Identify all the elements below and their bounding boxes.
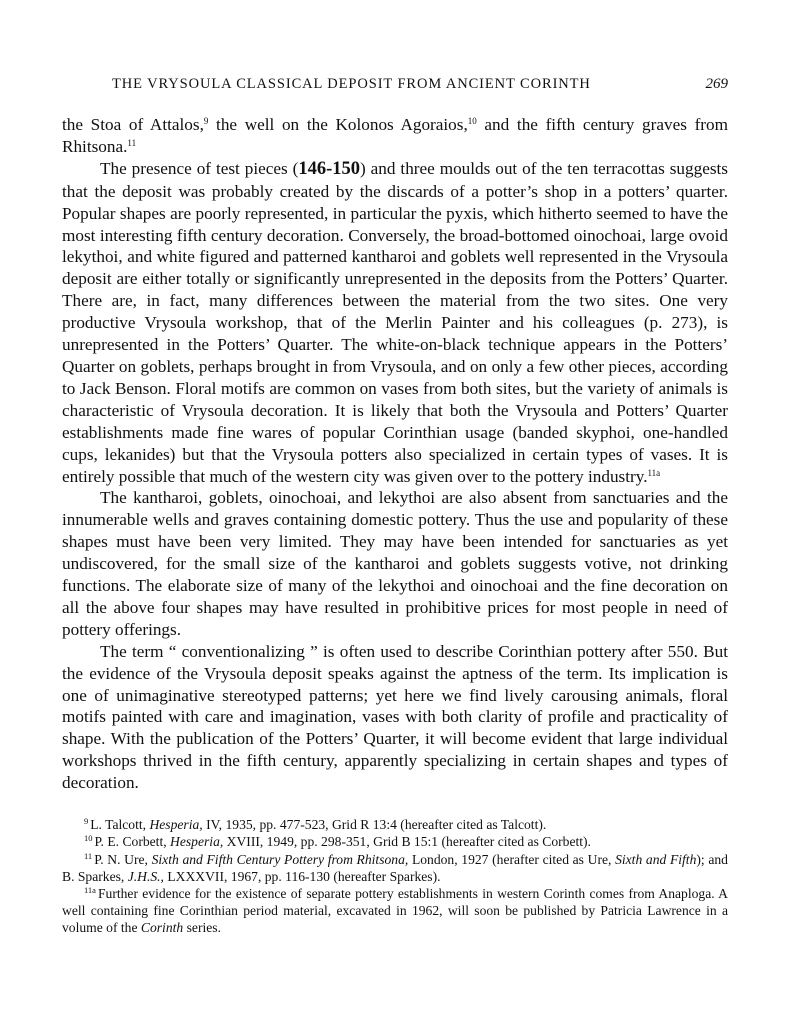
footnote-ref-10[interactable]: 10: [467, 116, 477, 126]
paragraph-continued: [62, 114, 728, 158]
running-title: THE VRYSOULA CLASSICAL DEPOSIT FROM ANCIENT CORINTH: [112, 76, 591, 92]
text-run: ); and B. Sparkes,: [62, 851, 728, 884]
footnote-ref-11[interactable]: 11: [127, 137, 137, 148]
catalogue-ref: 146-150: [298, 158, 361, 179]
footnote-mark: 11a: [84, 884, 96, 895]
short-title: Sixth and Fifth: [615, 851, 697, 867]
text-run: the Stoa of Attalos,: [62, 115, 204, 134]
paragraph-test-pieces: [62, 158, 728, 488]
footnote-10: [62, 833, 728, 850]
footnote-9: [62, 816, 728, 833]
text-run: Further evidence for the existence of separate pottery establishments in western Corinth comes from Anaploga. A well containing fine Corinthian period material, excavated in 1962, will soon be published by Patricia Lawrence in a volume of the: [62, 885, 728, 936]
footnote-11: [62, 851, 728, 885]
book-title: Sixth and Fifth Century Pottery from Rhitsona,: [151, 851, 409, 867]
text-run: The presence of test pieces (: [100, 158, 299, 178]
footnote-mark: 11: [84, 850, 93, 861]
text-run: IV, 1935, pp. 477-523, Grid R 13:4 (hereafter cited as Talcott).: [202, 817, 547, 833]
journal-title: Hesperia,: [170, 834, 224, 850]
page-number: 269: [705, 76, 728, 92]
running-header: [62, 76, 728, 102]
journal-title: J.H.S.,: [127, 868, 164, 884]
text-run: and the fifth century graves from Rhitsona.: [62, 115, 728, 156]
paragraph-conventionalizing: The term “ conventionalizing ” is often used to describe Corinthian pottery after 550. But the evidence of the Vrysoula deposit speaks against the aptness of the term. Its implication is one of unimaginative stereotyped patterns; yet here we find lively carousing animals, floral motifs painted with care and imagination, vases with both clarity of profile and practicality of shape. With the publication of the Potters’ Quarter, it will become evident that large individual workshops thrived in the fifth century, apparently specializing in certain shapes and types of decoration.: [62, 641, 728, 793]
page: [62, 76, 728, 937]
footnote-ref-9[interactable]: 9: [203, 116, 209, 126]
text-run: XVIII, 1949, pp. 298-351, Grid B 15:1 (hereafter cited as Corbett).: [223, 834, 591, 850]
text-run: the well on the Kolonos Agoraios,: [208, 115, 468, 134]
paragraph-shapes-absent: The kantharoi, goblets, oinochoai, and lekythoi are also absent from sanctuaries and the innumerable wells and graves containing domestic pottery. Thus the use and popularity of these shapes must have been very limited. They may have been intended for sanctuaries as yet undiscovered, for the small size of the kantharoi and goblets suggests votive, not drinking functions. The elaborate size of many of the lekythoi and oinochoai and the fine decoration on all the above four shapes may have resulted in prohibitive prices for most people in need of pottery offerings.: [62, 488, 728, 639]
footnote-mark: 10: [84, 833, 93, 844]
footnote-mark: 9: [84, 816, 89, 827]
journal-title: Hesperia,: [149, 817, 203, 833]
footnote-ref-11a[interactable]: 11a: [647, 467, 661, 478]
text-run: P. E. Corbett,: [94, 834, 171, 850]
text-run: LXXXVII, 1967, pp. 116-130 (hereafter Sparkes).: [163, 868, 441, 884]
text-run: P. N. Ure,: [94, 851, 152, 867]
text-run: London, 1927 (herafter cited as Ure,: [408, 851, 616, 867]
text-run: series.: [183, 920, 221, 936]
series-title: Corinth: [140, 920, 184, 936]
text-run: ) and three moulds out of the ten terracottas suggests that the deposit was probably created by the discards of a potter’s shop in a potters’ quarter. Popular shapes are poorly represented, in particular the pyxis, which hitherto seemed to have the most interesting fifth century decoration. Conversely, the broad-bottomed oinochoai, large ovoid lekythoi, and white figured and patterned kantharoi and goblets well represented in the Vrysoula deposit are either totally or significantly unrepresented in the deposits from the Potters’ Quarter. There are, in fact, many differences between the material from the two sites. One very productive Vrysoula workshop, that of the Merlin Painter and his colleagues (p. 273), is unrepresented in the Potters’ Quarter. The white-on-black technique appears in the Potters’ Quarter on goblets, perhaps brought in from Vrysoula, and on only a few other pieces, according to Jack Benson. Floral motifs are common on vases from both sites, but the variety of animals is characteristic of Vrysoula decoration. It is likely that both the Vrysoula and Potters’ Quarter establishments made fine wares of popular Corinthian usage (banded skyphoi, one-handled cups, lekanides) but that the Vrysoula potters also specialized in certain types of vases. It is entirely possible that much of the western city was given over to the pottery industry.: [62, 158, 728, 486]
footnotes: [62, 816, 728, 936]
footnote-11a: [62, 885, 728, 937]
main-text: [62, 114, 728, 794]
text-run: L. Talcott,: [90, 817, 150, 833]
